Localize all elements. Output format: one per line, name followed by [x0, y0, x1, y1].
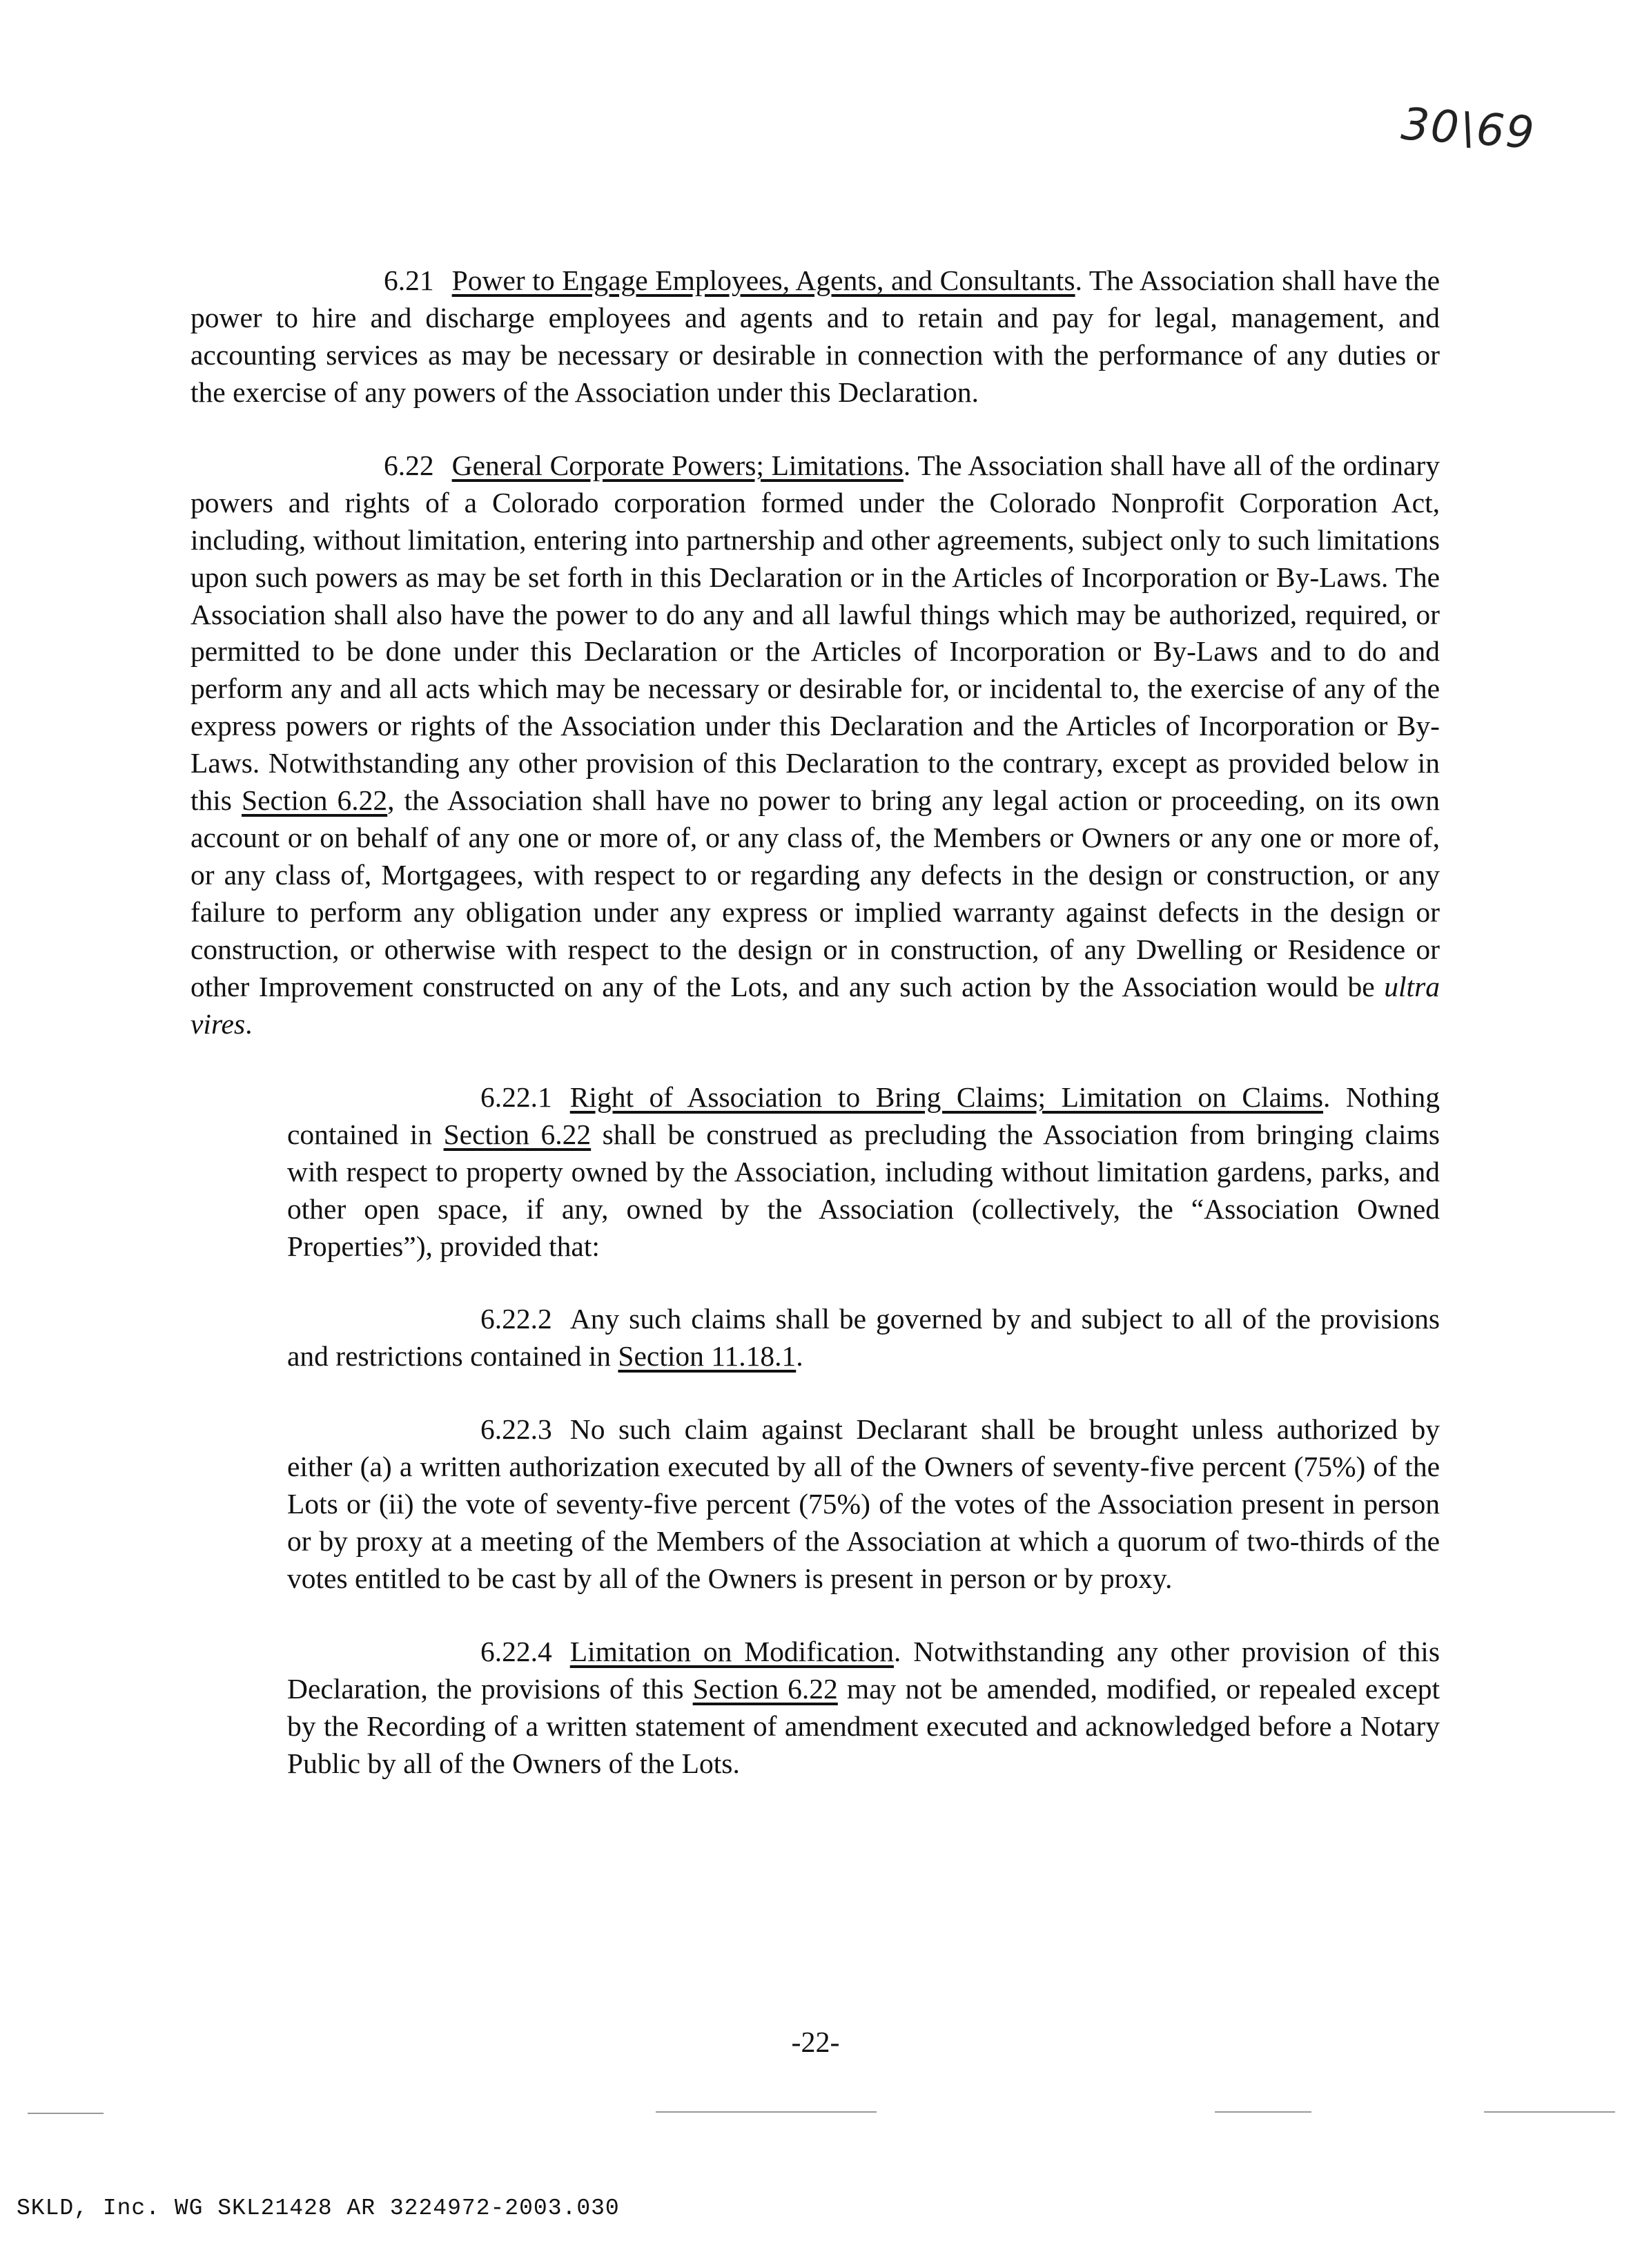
section-text: . The Association shall have the power to hire and discharge employees and agents and to retain and pay for legal, management, and accounting services as may be necessary or desirable in connection with the performance of any duties or the exercise of any powers of the Association under this Declaration. [191, 264, 1440, 408]
scan-artifact [1484, 2111, 1615, 2113]
section-text: shall be construed as precluding the Association from bringing claims with respect to property owned by the Association, including without limitation gardens, parks, and other open space, if any, owned by the Association (collectively, the “Association Owned Properties”), provided that: [287, 1118, 1440, 1262]
section-text: , the Association shall have no power to bring any legal action or proceeding, on its own account or on behalf of any one or more of, or any class of, the Members or Owners or any one or more of, or any class of, Mortgagees, with respect to or regarding any defects in the design or construction, or any failure to perform any obligation under any express or implied warranty against defects in the design or construction, or otherwise with respect to the design or in construction, of any Dwelling or Residence or other Improvement constructed on any of the Lots, and any such action by the Association would be [191, 784, 1440, 1002]
document-body [191, 262, 1440, 1819]
section-6-22-1 [287, 1079, 1440, 1266]
section-heading: Limitation on Modification [569, 1636, 894, 1667]
section-reference: Section 6.22 [242, 784, 388, 817]
section-text: . [796, 1340, 803, 1373]
section-heading: Right of Association to Bring Claims; Limitation on Claims [569, 1080, 1324, 1113]
section-number: 6.22.2 [480, 1303, 552, 1335]
section-6-22 [191, 447, 1440, 1043]
scan-artifact [656, 2111, 877, 2113]
section-text: . Nothing contained in [287, 1080, 1440, 1150]
section-reference: Section 11.18.1 [618, 1340, 797, 1373]
section-text: Any such claims shall be governed by and subject to all of the provisions and restrictions contained in [287, 1303, 1440, 1373]
section-reference: Section 6.22 [692, 1672, 838, 1705]
scan-artifact [28, 2113, 104, 2114]
section-reference: Section 6.22 [443, 1118, 592, 1150]
latin-term: ultra vires [191, 970, 1440, 1040]
section-number: 6.22 [384, 449, 434, 481]
page-number: -22- [791, 2027, 840, 2059]
section-6-22-4 [287, 1634, 1440, 1783]
section-number: 6.22.1 [480, 1080, 552, 1113]
section-text: may not be amended, modified, or repealed except by the Recording of a written statement of amendment executed and acknowledged before a Notary Public by all of the Owners of the Lots. [287, 1672, 1440, 1779]
section-number: 6.21 [384, 264, 434, 296]
section-6-22-3 [287, 1411, 1440, 1598]
section-text: . [245, 1007, 253, 1040]
section-heading: General Corporate Powers; Limitations [451, 449, 904, 481]
section-text: . Notwithstanding any other provision of this Declaration, the provisions of this [287, 1636, 1440, 1705]
scan-artifact [1215, 2111, 1311, 2113]
section-number: 6.22.4 [480, 1636, 552, 1667]
handwritten-page-note: 30\69 [1399, 99, 1537, 159]
section-heading: Power to Engage Employees, Agents, and Consultants [451, 264, 1075, 296]
document-footer: SKLD, Inc. WG SKL21428 AR 3224972-2003.030 [17, 2196, 620, 2221]
section-text: No such claim against Declarant shall be brought unless authorized by either (a) a written authorization executed by all of the Owners of seventy-five percent (75%) of the Lots or (ii) the vote of seventy-five percent (75%) of the votes of the Association present in person or by proxy at a meeting of the Members of the Association at which a quorum of two-thirds of the votes entitled to be cast by all of the Owners is present in person or by proxy. [287, 1413, 1440, 1595]
section-6-21 [191, 262, 1440, 411]
section-text: . The Association shall have all of the ordinary powers and rights of a Colorado corporation formed under the Colorado Nonprofit Corporation Act, including, without limitation, entering into partnership and other agreements, subject only to such limitations upon such powers as may be set forth in this Declaration or in the Articles of Incorporation or By-Laws. The Association shall also have the power to do any and all lawful things which may be authorized, required, or permitted to be done under this Declaration or the Articles of Incorporation or By-Laws and to do and perform any and all acts which may be necessary or desirable for, or incidental to, the exercise of any of the express powers or rights of the Association under this Declaration and the Articles of Incorporation or By-Laws. Notwithstanding any other provision of this Declaration to the contrary, except as provided below in this [191, 449, 1440, 817]
section-6-22-2 [287, 1301, 1440, 1375]
section-number: 6.22.3 [480, 1413, 552, 1446]
